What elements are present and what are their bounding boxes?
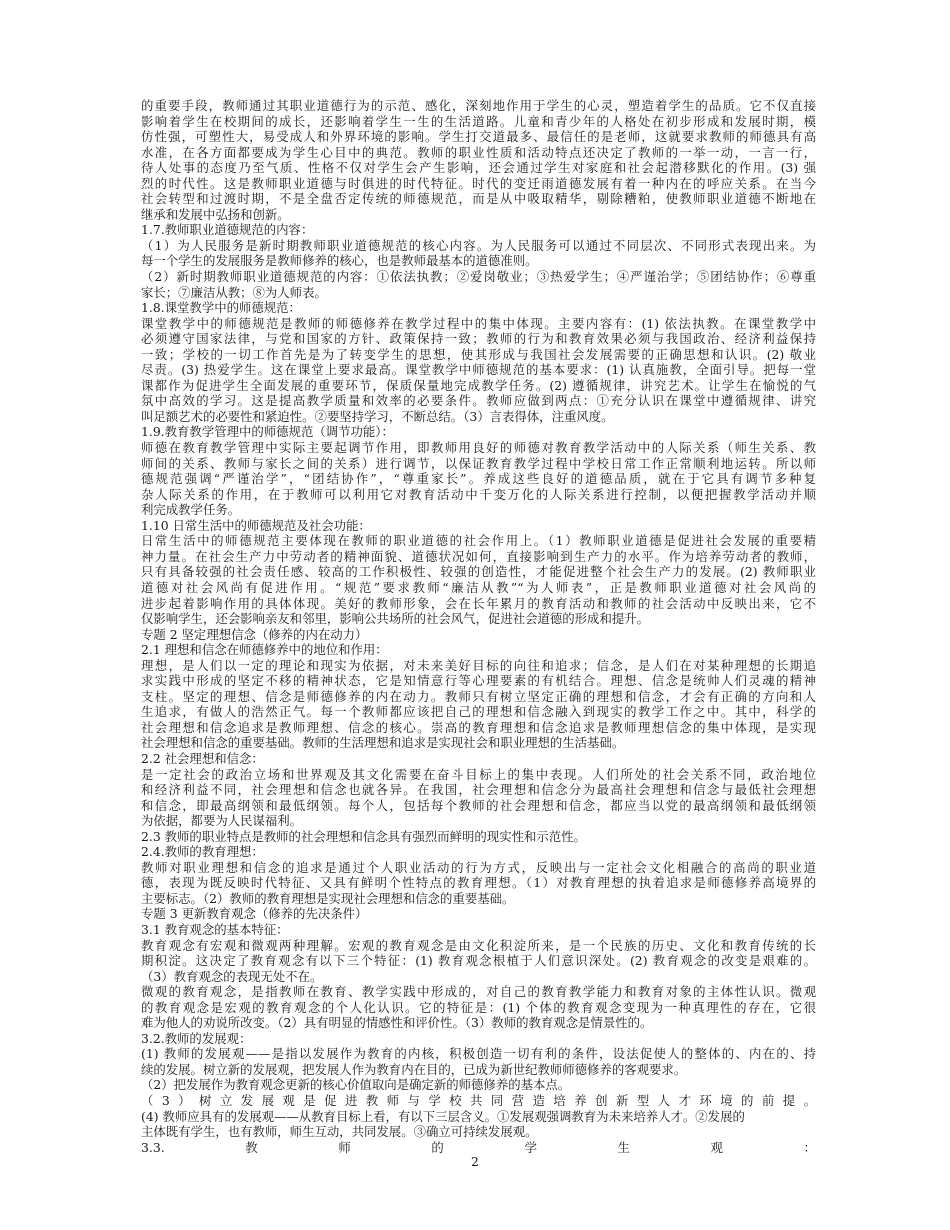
text-line: 和经济利益不同，社会理想和信念也就各异。在我国，社会理想和信念分为最高社会理想和信念与最低社会理想 [141, 782, 816, 798]
text-line: 理想，是人们以一定的理论和现实为依据，对未来美好目标的向往和追求；信念，是人们在对某种理想的长期追 [141, 657, 816, 673]
text-line: 神力量。在社会生产力中劳动者的精神面貌、道德状况如何，直接影响到生产力的水平。作为培养劳动者的教师， [141, 548, 816, 564]
text-line: （3）树立发展观是促进教师与学校共同营造培养创新型人才环境的前提。 [141, 1093, 816, 1108]
text-line: 1.10 日常生活中的师德规范及社会功能： [141, 517, 371, 533]
text-line: 水准，在各方面都要成为学生心目中的典范。教师的职业性质和活动特点还决定了教师的一举一动，一言一行， [141, 144, 816, 160]
text-line: 一致；学校的一切工作首先是为了转变学生的思想，使其形成与我国社会发展需要的正确思想和认识。(2) 敬业 [141, 346, 816, 362]
text-line: 课堂教学中的师德规范是教师的师德修养在教学过程中的集中体现。主要内容有：(1) 依法执教。在课堂教学中 [141, 315, 816, 331]
text-line: 教师对职业理想和信念的追求是通过个人职业活动的行为方式，反映出与一定社会文化相融合的高尚的职业道 [141, 859, 816, 875]
text-line: 生追求，有做人的浩然正气。每一个教师都应该把自己的理想和信念融入到现实的教学工作之中。其中，科学的 [141, 704, 816, 720]
text-line: 只有具备较强的社会责任感、较高的工作积极性、较强的创造性，才能促进整个社会生产力的发展。(2) 教师职业 [141, 564, 816, 580]
document-page [141, 98, 816, 1155]
text-line: 师德在教育教学管理中实际主要起调节作用，即教师用良好的师德对教育教学活动中的人际关系（师生关系、教 [141, 440, 816, 456]
text-line: 德规范强调“严谨治学”，“团结协作”，“尊重家长”。养成这些良好的道德品质，就在于它具有调节多种复 [141, 471, 816, 487]
text-line: 期积淀。这决定了教育观念有以下三个特征：(1) 教育观念根植于人们意识深处。(2) 教育观念的改变是艰难的。 [141, 953, 816, 969]
text-line: 微观的教育观念，是指教师在教育、教学实践中形成的，对自己的教育教学能力和教育对象的主体性认识。微观 [141, 984, 816, 1000]
text-line: (4) 教师应具有的发展观——从教育目标上看，有以下三层含义。①发展观强调教育为未来培养人才。②发展的 [141, 1108, 745, 1124]
text-line: 社会理想和信念追求是教师理想、信念的核心。崇高的教育理想和信念追求是教师理想信念的集中体现，是实现 [141, 719, 816, 735]
text-line: 烈的时代性。这是教师职业道德与时俱进的时代特征。时代的变迁雨道德发展有着一种内在的呼应关系。在当今 [141, 175, 816, 191]
text-line: 进步起着影响作用的具体体现。美好的教师形象，会在长年累月的教育活动和教师的社会活动中反映出来，它不 [141, 595, 816, 611]
text-line: 每一个学生的发展服务是教师修养的核心，也是教师最基本的道德准则。 [141, 253, 538, 269]
text-line: 1.8.课堂教学中的师德规范： [141, 300, 301, 316]
text-line: 专题 2 坚定理想信念（修养的内在动力） [141, 626, 368, 642]
text-line: （2）把发展作为教育观念更新的核心价值取向是确定新的师德修养的基本点。 [141, 1077, 571, 1093]
text-line: 影响着学生在校期间的成长，还影响着学生一生的生活道路。儿童和青少年的人格处在初步形成和发展时期，模 [141, 113, 816, 129]
text-line: 课都作为促进学生全面发展的重要环节，保质保量地完成教学任务。(2) 遵循规律，讲究艺术。让学生在愉悦的气 [141, 377, 816, 393]
text-line: 杂人际关系的作用，在于教师可以利用它对教育活动中千变万化的人际关系进行控制，以便把握教学活动并顺 [141, 486, 816, 502]
page-number: 2 [471, 1154, 479, 1169]
text-line: 继承和发展中弘扬和创新。 [141, 206, 290, 222]
text-line: 叫足额艺术的必要性和紧迫性。②要坚持学习，不断总结。（3）言表得体，注重风度。 [141, 408, 614, 424]
text-line: 待人处事的态度乃至气质、性格不仅对学生会产生影响，还会通过学生对家庭和社会起潜移默化的作用。(3) 强 [141, 160, 816, 176]
text-line: 仿性强，可塑性大，易受成人和外界环境的影响。学生打交道最多、最信任的是老师，这就要求教师的师德具有高 [141, 129, 816, 145]
text-line: 德，表现为既反映时代特征、又具有鲜明个性特点的教育理想。（1）对教育理想的执着追求是师德修养高境界的 [141, 875, 816, 891]
text-line: 仅影响学生，还会影响亲友和邻里，影响公共场所的社会风气，促进社会道德的形成和提升。 [141, 611, 650, 627]
text-line: 师间的关系、教师与家长之间的关系）进行调节，以保证教育教学过程中学校日常工作正常顺利地运转。所以师 [141, 455, 816, 471]
text-line: 1.9.教育教学管理中的师德规范（调节功能）： [141, 424, 394, 440]
text-line: 专题 3 更新教育观念（修养的先决条件） [141, 906, 368, 922]
text-line: 的重要手段，教师通过其职业道德行为的示范、感化，深刻地作用于学生的心灵，塑造着学生的品质。它不仅直接 [141, 98, 816, 113]
text-line: 的教育观念是宏观的教育观念的个人化认识。它的特征是：(1) 个体的教育观念变现为一种真理性的存在，它很 [141, 999, 816, 1015]
text-line: 3.3.教师的学生观： [141, 1139, 816, 1155]
text-line: 氛中高效的学习。这是提高教学质量和效率的必要条件。教师应做到两点：①充分认识在课堂中遵循规律、讲究 [141, 393, 816, 409]
text-line: 教育观念有宏观和微观两种理解。宏观的教育观念是由文化积淀所来，是一个民族的历史、文化和教育传统的长 [141, 937, 816, 953]
text-line: 社会转型和过渡时期，不是全盘否定传统的师德规范，而是从中吸取精华，剔除糟粕，使教师职业道德不断地在 [141, 191, 816, 207]
text-line: 支柱。坚定的理想、信念是师德修养的内在动力。教师只有树立坚定正确的理想和信念，才会有正确的方向和人 [141, 688, 816, 704]
text-line: 2.4.教师的教育理想： [141, 844, 264, 860]
text-line: 家长；⑦廉洁从教；⑧为人师表。 [141, 284, 327, 300]
text-line: （3）教育观念的表现无处不在。 [141, 968, 323, 984]
text-line: 和信念，即最高纲领和最低纲领。每个人，包括每个教师的社会理想和信念，都应当以党的最高纲领和最低纲领 [141, 797, 816, 813]
text-line: 利完成教学任务。 [141, 502, 241, 518]
text-line: 道德对社会风尚有促进作用。“规范”要求教师“廉洁从教”“为人师表”，正是教师职业道德对社会风尚的 [141, 579, 816, 595]
text-line: 必须遵守国家法律，与党和国家的方针、政策保持一致；教师的行为和教育效果必须与我国政治、经济利益保持 [141, 331, 816, 347]
text-line: 2.2 社会理想和信念： [141, 750, 264, 766]
text-line: （1）为人民服务是新时期教师职业道德规范的核心内容。为人民服务可以通过不同层次、不同形式表现出来。为 [141, 237, 816, 253]
text-line: 是一定社会的政治立场和世界观及其文化需要在奋斗目标上的集中表现。人们所处的社会关系不同，政治地位 [141, 766, 816, 782]
text-line: 3.1 教育观念的基本特征： [141, 921, 289, 937]
text-line: 求实践中形成的坚定不移的精神状态，它是知情意行等心理要素的有机结合。理想、信念是统帅人们灵魂的精神 [141, 673, 816, 689]
text-line: 主体既有学生，也有教师，师生互动，共同发展。③确立可持续发展观。 [141, 1124, 538, 1140]
text-line: 续的发展。树立新的发展观，把发展人作为教育内在目的，已成为新世纪教师师德修养的客观要求。 [141, 1061, 687, 1077]
text-line: (1) 教师的发展观——是指以发展作为教育的内核，积极创造一切有利的条件，设法促使人的整体的、内在的、持 [141, 1046, 816, 1062]
text-line: 1.7.教师职业道德规范的内容： [141, 222, 314, 238]
text-line: 社会理想和信念的重要基础。教师的生活理想和追求是实现社会和职业理想的生活基础。 [141, 735, 625, 751]
text-line: （2）新时期教师职业道德规范的内容：①依法执教；②爱岗敬业；③热爱学生；④严谨治学；⑤团结协作；⑥尊重 [141, 269, 816, 285]
text-line: 2.3 教师的职业特点是教师的社会理想和信念具有强烈而鲜明的现实性和示范性。 [141, 828, 586, 844]
text-line: 难为他人的劝说所改变。（2）具有明显的情感性和评价性。（3）教师的教育观念是情景性的。 [141, 1015, 653, 1031]
text-line: 3.2.教师的发展观： [141, 1030, 252, 1046]
text-line: 主要标志。（2）教师的教育理想是实现社会理想和信念的重要基础。 [141, 890, 515, 906]
text-line: 为依据，都要为人民谋福利。 [141, 813, 303, 829]
text-line: 尽责。(3) 热爱学生。这在课堂上要求最高。课堂教学中师德规范的基本要求：(1) 认真施教，全面引导。把每一堂 [141, 362, 816, 378]
text-line: 日常生活中的师德规范主要体现在教师的职业道德的社会作用上。（1）教师职业道德是促进社会发展的重要精 [141, 533, 816, 549]
text-line: 2.1 理想和信念在师德修养中的地位和作用： [141, 642, 388, 658]
